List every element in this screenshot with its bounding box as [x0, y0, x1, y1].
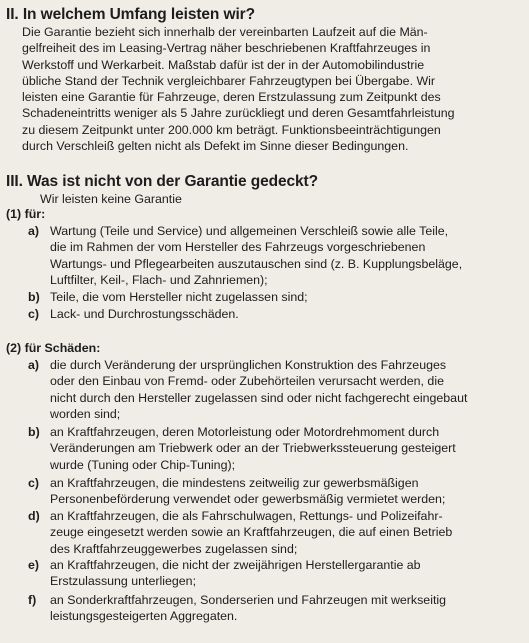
body-line: zu diesem Zeitpunkt unter 200.000 km beträgt. Funktionsbeeinträchtigungen: [22, 122, 441, 137]
item-marker: c): [28, 307, 40, 321]
item-line: an Kraftfahrzeugen, die als Fahrschulwagen, Rettungs- und Polizeifahr-: [50, 509, 443, 523]
item-marker: d): [28, 509, 40, 523]
list-item: [28, 306, 525, 322]
item-line: an Kraftfahrzeugen, die nicht der zweijährigen Herstellergarantie ab: [50, 558, 421, 572]
item-marker: a): [28, 358, 40, 372]
section-3-heading: III. Was ist nicht von der Garantie gedeckt?: [6, 173, 318, 190]
list-item: [28, 475, 525, 508]
item-line: leistungsgesteigerten Aggregaten.: [50, 609, 238, 624]
body-line: Die Garantie bezieht sich innerhalb der vereinbarten Laufzeit auf die Män-: [22, 25, 428, 39]
item-marker: e): [28, 558, 40, 572]
section-3-intro: [40, 191, 529, 207]
group-2-label: (2) für Schäden:: [6, 341, 101, 355]
item-line: Wartung (Teile und Service) und allgemeinen Verschleiß sowie alle Teile,: [50, 224, 449, 238]
item-marker: b): [28, 425, 40, 439]
group-1-label: (1) für:: [6, 207, 46, 221]
item-line: Veränderungen am Triebwerk oder an der Triebwerkssteuerung gesteigert: [50, 441, 456, 456]
body-line: Werkstoff und Werkarbeit. Maßstab dafür ist der in der Automobilindustrie: [22, 57, 425, 72]
item-line: die im Rahmen der vom Hersteller des Fahrzeugs vorgeschriebenen: [50, 240, 426, 255]
body-line: Schadeneintritts weniger als 5 Jahre zurückliegt und deren Gesamtfahrleistung: [22, 106, 455, 121]
item-line: zeuge eingesetzt werden sowie an Kraftfahrzeugen, die auf einen Betrieb: [50, 525, 453, 540]
item-line: an Sonderkraftfahrzeugen, Sonderserien und Fahrzeugen mit werkseitig: [50, 593, 447, 607]
list-item: [28, 289, 525, 305]
intro-line: Wir leisten keine Garantie: [40, 192, 182, 206]
item-line: Erstzulassung unterliegen;: [50, 574, 197, 589]
item-marker: b): [28, 290, 40, 304]
item-marker: c): [28, 476, 40, 490]
list-item: [28, 557, 525, 590]
item-line: Luftfilter, Keil-, Flach- und Zahnriemen);: [50, 272, 268, 287]
item-line: an Kraftfahrzeugen, die mindestens zeitweilig zur gewerbsmäßigen: [50, 476, 419, 490]
section-2-heading: II. In welchem Umfang leisten wir?: [6, 6, 255, 23]
item-line: Personenbeförderung verwendet oder gewerbsmäßig vermietet werden;: [50, 492, 446, 507]
item-line: Teile, die vom Hersteller nicht zugelassen sind;: [50, 290, 308, 304]
body-line: durch Verschleiß gelten nicht als Defekt im Sinne dieser Bedingungen.: [22, 139, 409, 154]
item-line: des Kraftfahrzeuggewerbes zugelassen sind;: [50, 541, 298, 556]
item-line: an Kraftfahrzeugen, deren Motorleistung oder Motordrehmoment durch: [50, 425, 440, 439]
body-line: übliche Stand der Technik vergleichbarer Fahrzeugtypen bei Übergabe. Wir: [22, 73, 436, 88]
list-item: [28, 508, 525, 557]
item-line: nicht durch den Hersteller zugelassen sind oder nicht fachgerecht eingebaut: [50, 390, 468, 405]
item-line: wurde (Tuning oder Chip-Tuning);: [50, 457, 236, 472]
item-line: Wartungs- und Pflegearbeiten auszutauschen sind (z. B. Kupplungsbeläge,: [50, 256, 463, 271]
list-item: [28, 424, 525, 473]
item-line: oder den Einbau von Fremd- oder Zubehörteilen verursacht werden, die: [50, 374, 444, 389]
item-marker: f): [28, 593, 37, 607]
list-item: [28, 357, 525, 422]
body-line: gelfreiheit des im Leasing-Vertrag näher beschriebenen Kraftfahrzeuges in: [22, 41, 431, 56]
section-2-body: [22, 24, 522, 154]
list-item: [28, 223, 525, 288]
item-line: die durch Veränderung der ursprünglichen Konstruktion des Fahrzeuges: [50, 358, 447, 372]
body-line: leisten eine Garantie für Fahrzeuge, deren Erstzulassung zum Zeitpunkt des: [22, 90, 441, 105]
item-line: Lack- und Durchrostungsschäden.: [50, 307, 239, 321]
item-line: worden sind;: [50, 406, 121, 421]
item-marker: a): [28, 224, 40, 238]
list-item: [28, 592, 525, 625]
